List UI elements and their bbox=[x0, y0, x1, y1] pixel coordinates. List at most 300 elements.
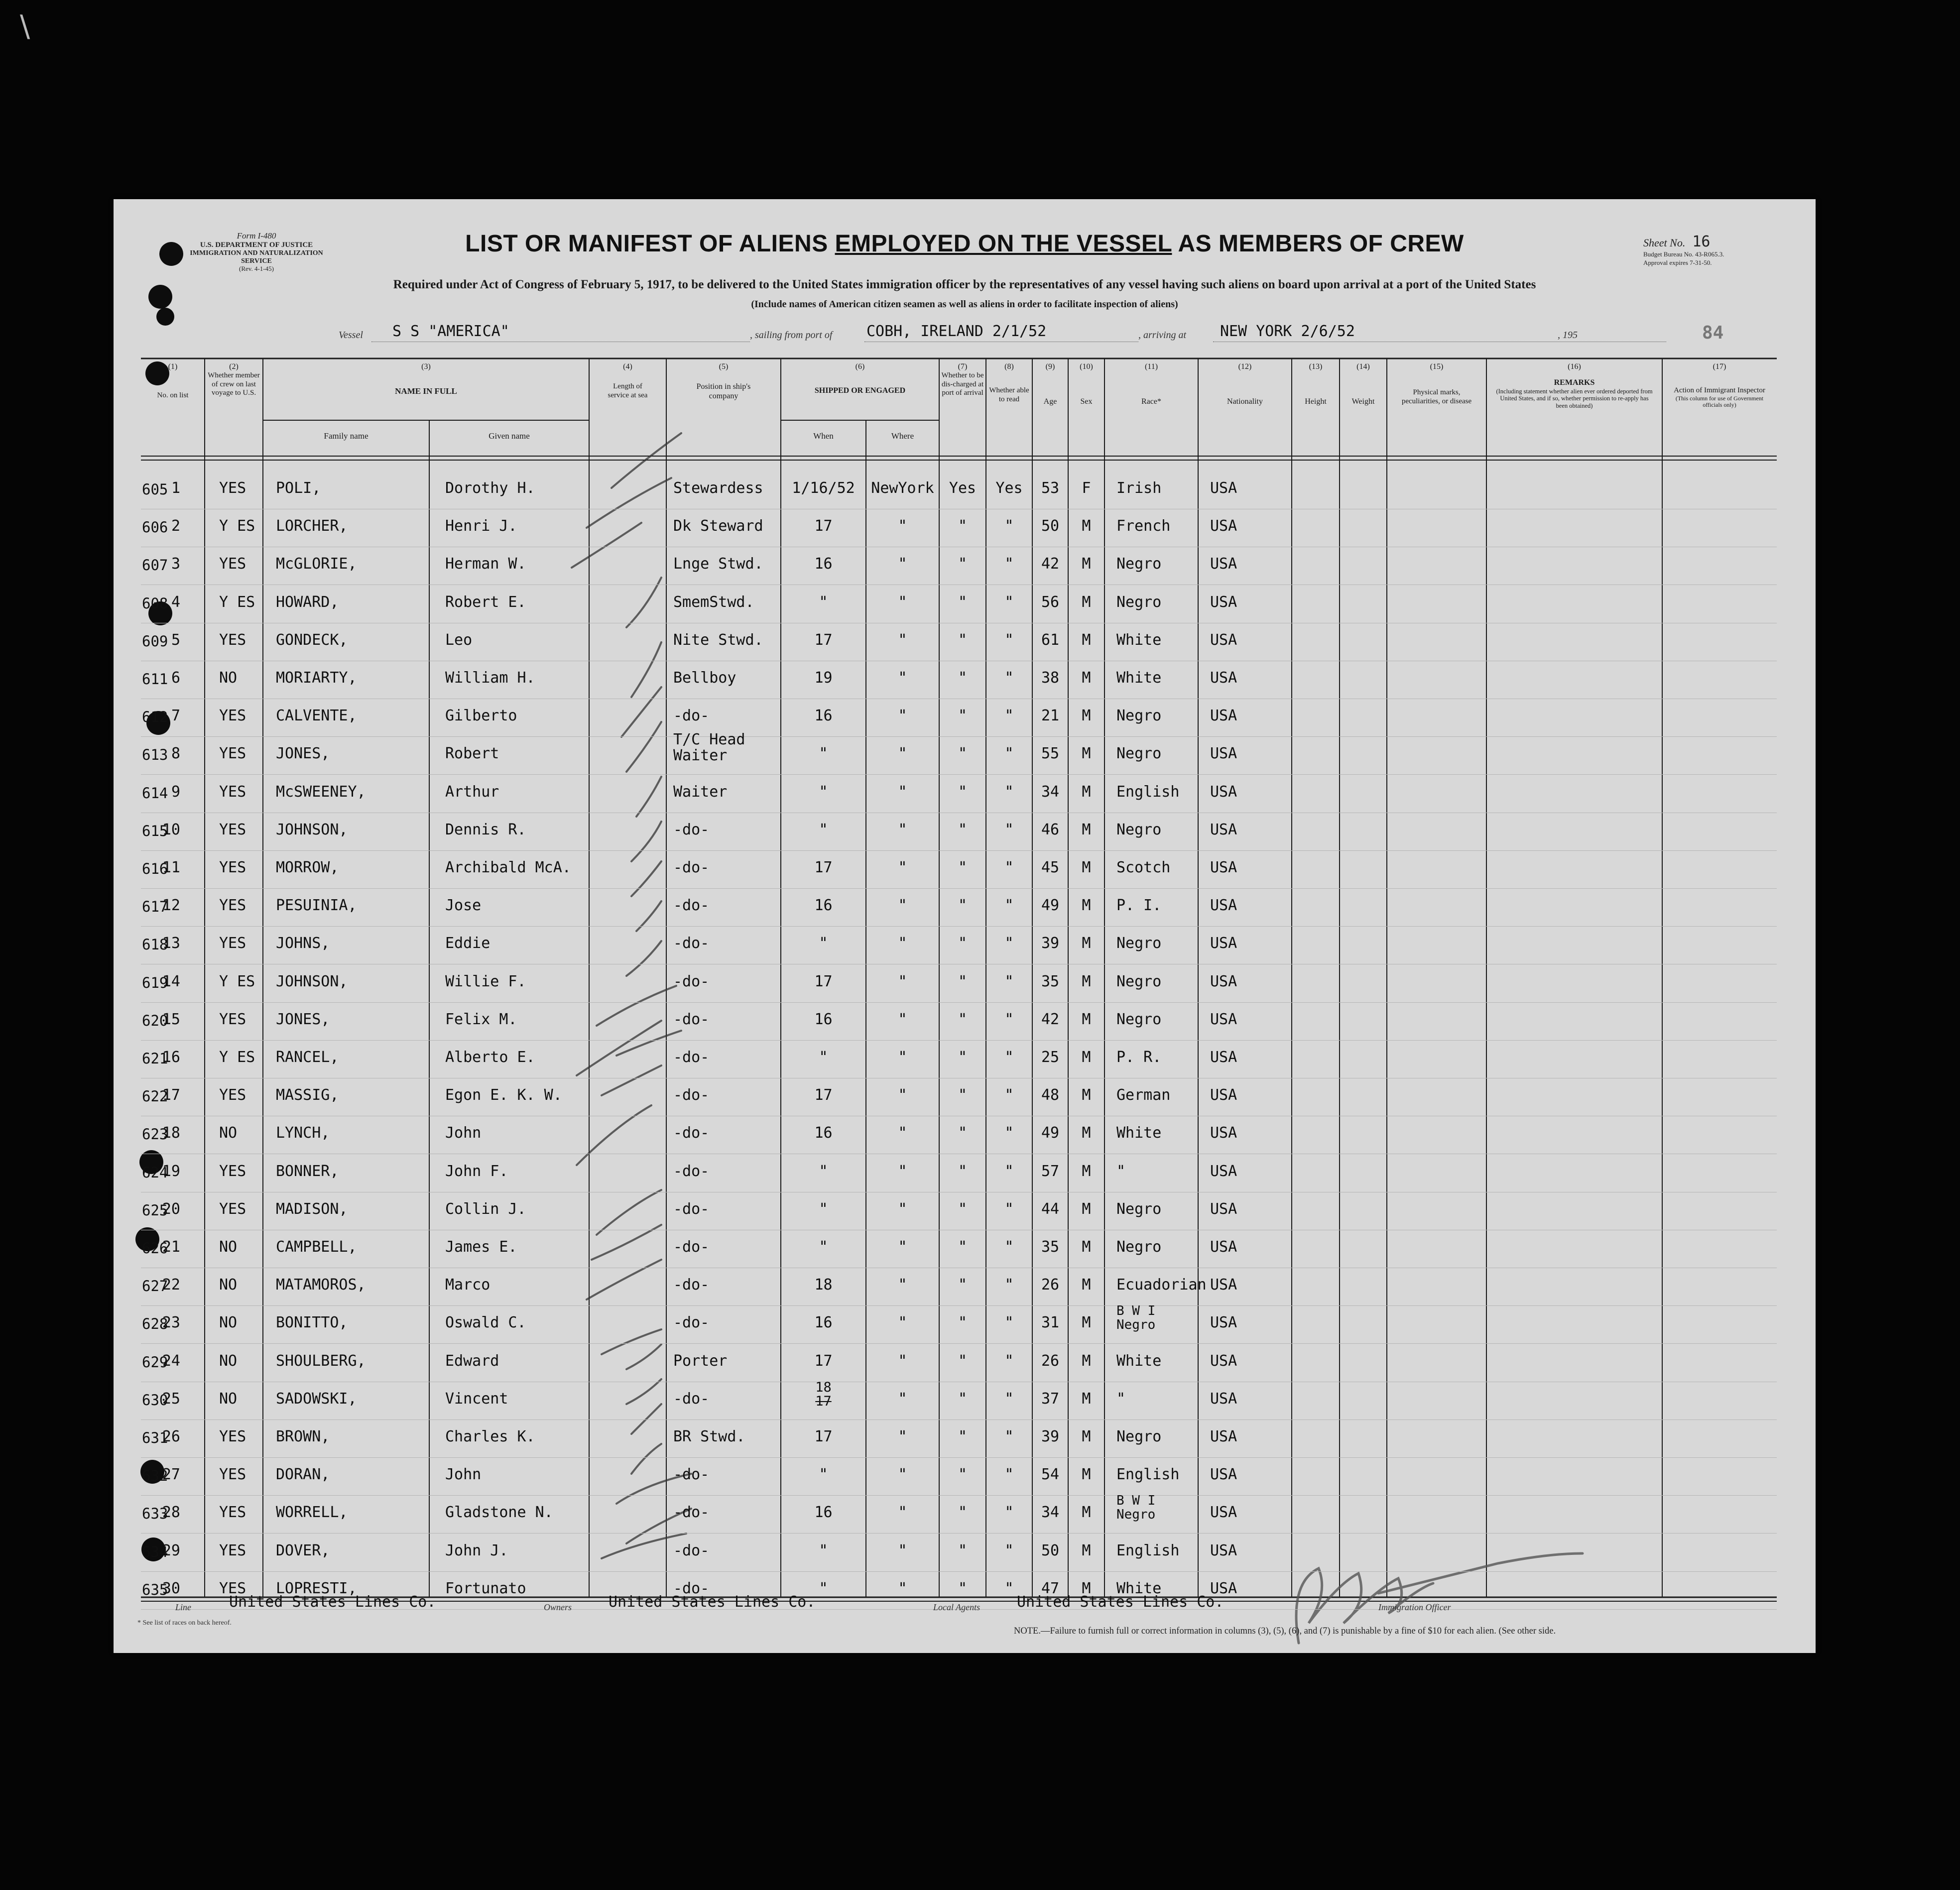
cell-shipped-when: 17 bbox=[814, 972, 833, 990]
cell-sex: M bbox=[1082, 631, 1091, 649]
header-col-17-note: (This column for use of Government officials only) bbox=[1675, 394, 1764, 409]
footer-agents-value: United States Lines Co. bbox=[1017, 1593, 1224, 1611]
cell-family-name: POLI, bbox=[276, 479, 321, 497]
cell-position: -do- bbox=[673, 1010, 710, 1028]
header-col-16-note: (Including statement whether alien ever ordered deported from United States, and if so, whether permission to re-apply has been obtained) bbox=[1496, 387, 1653, 409]
cell-shipped-when: 16 bbox=[814, 1010, 833, 1028]
crew-manifest-sheet bbox=[114, 199, 1816, 1653]
year-label: , 195 bbox=[1558, 330, 1578, 341]
cell-race: Negro bbox=[1116, 1238, 1162, 1256]
cell-given-name: Leo bbox=[445, 631, 473, 649]
cell-age: 49 bbox=[1041, 897, 1060, 915]
cell-able-to-read: " bbox=[1004, 1390, 1014, 1408]
vessel-label: Vessel bbox=[339, 330, 363, 341]
cell-age: 57 bbox=[1041, 1162, 1060, 1180]
cell-discharged: " bbox=[958, 1428, 968, 1445]
cell-row-number: 24 bbox=[162, 1352, 180, 1370]
service-name: IMMIGRATION AND NATURALIZATION SERVICE bbox=[190, 249, 323, 265]
cell-able-to-read: " bbox=[1004, 1314, 1014, 1332]
cell-row-number: 12 bbox=[162, 897, 180, 915]
cell-sex: M bbox=[1082, 745, 1091, 763]
cell-race: Negro bbox=[1116, 1200, 1162, 1218]
cell-age: 26 bbox=[1041, 1276, 1060, 1294]
cell-nationality: USA bbox=[1210, 1314, 1237, 1332]
cell-race: English bbox=[1116, 783, 1180, 801]
cell-shipped-when: " bbox=[819, 783, 828, 801]
manifest-ref-number: 628 bbox=[142, 1315, 168, 1333]
row-rule bbox=[141, 888, 1777, 889]
cell-discharged: " bbox=[958, 1352, 968, 1370]
cell-sex: M bbox=[1082, 1124, 1091, 1142]
cell-sex: M bbox=[1082, 1352, 1091, 1370]
cell-row-number: 11 bbox=[162, 859, 180, 876]
cell-position: T/C Head bbox=[673, 731, 745, 749]
cell-family-name: JOHNSON, bbox=[276, 972, 348, 990]
cell-row-number: 23 bbox=[162, 1314, 180, 1332]
cell-able-to-read: " bbox=[1004, 1010, 1014, 1028]
cell-position: -do- bbox=[673, 707, 710, 725]
cell-nationality: USA bbox=[1210, 1276, 1237, 1294]
cell-able-to-read: " bbox=[1004, 935, 1014, 952]
cell-family-name: MORIARTY, bbox=[276, 669, 357, 687]
cell-shipped-where: " bbox=[898, 1390, 907, 1408]
cell-given-name: Charles K. bbox=[445, 1428, 535, 1445]
cell-row-number: 17 bbox=[162, 1086, 180, 1104]
row-rule bbox=[141, 1495, 1777, 1496]
cell-position: -do- bbox=[673, 1162, 710, 1180]
cell-family-name: SADOWSKI, bbox=[276, 1390, 357, 1408]
cell-nationality: USA bbox=[1210, 707, 1237, 725]
cell-nationality: USA bbox=[1210, 669, 1237, 687]
form-number: Form I-480 bbox=[237, 231, 276, 240]
cell-shipped-where: " bbox=[898, 1238, 907, 1256]
footer-line-value: United States Lines Co. bbox=[229, 1593, 436, 1611]
cell-crew-last-voyage: YES bbox=[219, 1579, 246, 1597]
cell-nationality: USA bbox=[1210, 1162, 1237, 1180]
cell-able-to-read: " bbox=[1004, 745, 1014, 763]
cell-shipped-where: " bbox=[898, 555, 907, 573]
manifest-ref-number: 618 bbox=[142, 936, 168, 953]
row-rule bbox=[141, 1305, 1777, 1306]
cell-discharged: Yes bbox=[949, 479, 977, 497]
row-rule bbox=[141, 736, 1777, 737]
cell-discharged: " bbox=[958, 859, 968, 876]
manifest-ref-number: 634 bbox=[142, 1543, 168, 1560]
cell-shipped-where: " bbox=[898, 1579, 907, 1597]
header-col-7-label: Whether to be dis-charged at port of arrival bbox=[941, 371, 984, 397]
cell-race: Irish bbox=[1116, 479, 1162, 497]
cell-shipped-when: " bbox=[819, 1579, 828, 1597]
cell-crew-last-voyage: Y ES bbox=[219, 972, 255, 990]
cell-nationality: USA bbox=[1210, 593, 1237, 611]
cell-position: Bellboy bbox=[673, 669, 736, 687]
cell-crew-last-voyage: YES bbox=[219, 707, 246, 725]
cell-shipped-where: " bbox=[898, 897, 907, 915]
footer-line-label: Line bbox=[175, 1602, 192, 1612]
cell-row-number: 3 bbox=[171, 555, 180, 573]
cell-discharged: " bbox=[958, 1276, 968, 1294]
row-rule bbox=[141, 1040, 1777, 1041]
header-col-1 bbox=[141, 362, 205, 400]
cell-able-to-read: " bbox=[1004, 859, 1014, 876]
cell-shipped-where: " bbox=[898, 1428, 907, 1445]
manifest-ref-number: 632 bbox=[142, 1467, 168, 1485]
cell-age: 45 bbox=[1041, 859, 1060, 876]
cell-given-name: Dorothy H. bbox=[445, 479, 535, 497]
header-col-2-number: (2) bbox=[229, 362, 239, 371]
cell-nationality: USA bbox=[1210, 555, 1237, 573]
header-col-16-number: (16) bbox=[1568, 362, 1581, 371]
cell-able-to-read: " bbox=[1004, 669, 1014, 687]
cell-row-number: 30 bbox=[162, 1579, 180, 1597]
header-col-5-number: (5) bbox=[719, 362, 729, 371]
cell-race: White bbox=[1116, 669, 1162, 687]
cell-discharged: " bbox=[958, 669, 968, 687]
cell-age: 31 bbox=[1041, 1314, 1060, 1332]
cell-given-name: John J. bbox=[445, 1541, 508, 1559]
cell-given-name: Robert bbox=[445, 745, 499, 763]
cell-shipped-when: 17 bbox=[814, 517, 833, 535]
cell-discharged: " bbox=[958, 1200, 968, 1218]
arriving-label: , arriving at bbox=[1138, 330, 1187, 341]
cell-crew-last-voyage: YES bbox=[219, 897, 246, 915]
header-col-13-label: Height bbox=[1305, 397, 1327, 406]
cell-given-name: Herman W. bbox=[445, 555, 526, 573]
department-name: U.S. DEPARTMENT OF JUSTICE bbox=[200, 240, 313, 249]
cell-row-number: 14 bbox=[162, 972, 180, 990]
manifest-ref-number: 608 bbox=[142, 594, 168, 612]
cell-position: Dk Steward bbox=[673, 517, 763, 535]
cell-crew-last-voyage: Y ES bbox=[219, 517, 255, 535]
cell-position-line-2: Waiter bbox=[673, 747, 728, 765]
cell-sex: M bbox=[1082, 1049, 1091, 1066]
cell-able-to-read: " bbox=[1004, 631, 1014, 649]
manifest-ref-number: 627 bbox=[142, 1278, 168, 1295]
cell-crew-last-voyage: NO bbox=[219, 1238, 238, 1256]
cell-crew-last-voyage: YES bbox=[219, 631, 246, 649]
cell-age: 34 bbox=[1041, 1504, 1060, 1522]
cell-race: French bbox=[1116, 517, 1171, 535]
cell-family-name: JONES, bbox=[276, 1010, 330, 1028]
cell-sex: M bbox=[1082, 517, 1091, 535]
cell-family-name: RANCEL, bbox=[276, 1049, 339, 1066]
cell-nationality: USA bbox=[1210, 1124, 1237, 1142]
cell-nationality: USA bbox=[1210, 631, 1237, 649]
cell-family-name: DORAN, bbox=[276, 1466, 330, 1484]
cell-discharged: " bbox=[958, 1086, 968, 1104]
cell-race: English bbox=[1116, 1466, 1180, 1484]
cell-sex: M bbox=[1082, 1162, 1091, 1180]
cell-crew-last-voyage: NO bbox=[219, 1352, 238, 1370]
cell-discharged: " bbox=[958, 935, 968, 952]
cell-shipped-where: " bbox=[898, 745, 907, 763]
cell-race: B W I bbox=[1116, 1303, 1156, 1319]
cell-family-name: CAMPBELL, bbox=[276, 1238, 357, 1256]
header-col-9-label: Age bbox=[1043, 397, 1057, 406]
cell-age: 42 bbox=[1041, 1010, 1060, 1028]
cell-age: 47 bbox=[1041, 1579, 1060, 1597]
cell-race: English bbox=[1116, 1541, 1180, 1559]
header-col-10 bbox=[1068, 362, 1104, 407]
cell-discharged: " bbox=[958, 1504, 968, 1522]
cell-given-name: Collin J. bbox=[445, 1200, 526, 1218]
cell-age: 54 bbox=[1041, 1466, 1060, 1484]
manifest-ref-number: 620 bbox=[142, 1012, 168, 1029]
cell-discharged: " bbox=[958, 1010, 968, 1028]
cell-shipped-where: " bbox=[898, 1504, 907, 1522]
row-rule bbox=[141, 774, 1777, 775]
header-col-12 bbox=[1198, 362, 1292, 407]
cell-shipped-where: " bbox=[898, 707, 907, 725]
cell-able-to-read: " bbox=[1004, 1238, 1014, 1256]
cell-family-name: BONITTO, bbox=[276, 1314, 348, 1332]
cell-given-name: William H. bbox=[445, 669, 535, 687]
cell-able-to-read: " bbox=[1004, 1428, 1014, 1445]
cell-position: -do- bbox=[673, 1276, 710, 1294]
cell-given-name: Marco bbox=[445, 1276, 490, 1294]
header-col-5-label: Position in ship's company bbox=[696, 382, 751, 400]
header-col-17-label: Action of Immigrant Inspector bbox=[1674, 386, 1765, 395]
cell-position: BR Stwd. bbox=[673, 1428, 745, 1445]
cell-crew-last-voyage: NO bbox=[219, 1314, 238, 1332]
document-subtitle: Required under Act of Congress of February 5, 1917, to be delivered to the United States immigration officer by the representatives of any vessel having such aliens on board upon arrival at a port of the United States bbox=[393, 278, 1536, 291]
cell-nationality: USA bbox=[1210, 1579, 1237, 1597]
header-given-name: Given name bbox=[489, 431, 530, 441]
row-rule bbox=[141, 1457, 1777, 1458]
cell-discharged: " bbox=[958, 1049, 968, 1066]
cell-row-number: 1 bbox=[171, 479, 180, 497]
arriving-port: NEW YORK 2/6/52 bbox=[1220, 323, 1355, 340]
cell-race: White bbox=[1116, 1579, 1162, 1597]
cell-position: -do- bbox=[673, 1314, 710, 1332]
cell-nationality: USA bbox=[1210, 1541, 1237, 1559]
cell-family-name: DOVER, bbox=[276, 1541, 330, 1559]
cell-position: -do- bbox=[673, 821, 710, 838]
cell-shipped-when: 16 bbox=[814, 897, 833, 915]
cell-given-name: James E. bbox=[445, 1238, 517, 1256]
header-col-4-label: Length of service at sea bbox=[608, 382, 648, 399]
cell-family-name: LORCHER, bbox=[276, 517, 348, 535]
cell-position: -do- bbox=[673, 1390, 710, 1408]
cell-able-to-read: Yes bbox=[995, 479, 1023, 497]
header-col-12-label: Nationality bbox=[1227, 397, 1263, 406]
cell-given-name: Gladstone N. bbox=[445, 1504, 553, 1522]
cell-position: -do- bbox=[673, 1466, 710, 1484]
cell-able-to-read: " bbox=[1004, 1086, 1014, 1104]
cell-age: 50 bbox=[1041, 517, 1060, 535]
cell-discharged: " bbox=[958, 1390, 968, 1408]
header-col-15-label: Physical marks, peculiarities, or disease bbox=[1401, 388, 1472, 405]
footer-owners-label: Owners bbox=[544, 1602, 572, 1612]
cell-given-name: Vincent bbox=[445, 1390, 508, 1408]
cell-shipped-when: 17 bbox=[814, 1086, 833, 1104]
header-col-14-label: Weight bbox=[1351, 397, 1375, 406]
cell-age: 50 bbox=[1041, 1541, 1060, 1559]
cell-able-to-read: " bbox=[1004, 593, 1014, 611]
cell-row-number: 10 bbox=[162, 821, 180, 838]
cell-position: -do- bbox=[673, 1124, 710, 1142]
cell-shipped-when: 16 bbox=[814, 1504, 833, 1522]
cell-shipped-when: 16 bbox=[814, 1124, 833, 1142]
header-col-6-number: (6) bbox=[855, 362, 865, 371]
cell-able-to-read: " bbox=[1004, 517, 1014, 535]
cell-crew-last-voyage: YES bbox=[219, 1162, 246, 1180]
cell-shipped-where: " bbox=[898, 1352, 907, 1370]
cell-shipped-when: 17 bbox=[814, 631, 833, 649]
cell-given-name: Gilberto bbox=[445, 707, 517, 725]
header-col-11-number: (11) bbox=[1144, 362, 1158, 371]
cell-shipped-where: " bbox=[898, 972, 907, 990]
manifest-ref-number: 615 bbox=[142, 822, 168, 839]
manifest-ref-number: 622 bbox=[142, 1088, 168, 1105]
header-col-10-label: Sex bbox=[1080, 397, 1093, 406]
header-col-11 bbox=[1104, 362, 1198, 407]
cell-position: -do- bbox=[673, 859, 710, 876]
cell-given-name: Willie F. bbox=[445, 972, 526, 990]
cell-row-number: 13 bbox=[162, 935, 180, 952]
cell-shipped-when-line-2: 17 bbox=[815, 1393, 832, 1409]
cell-given-name: John F. bbox=[445, 1162, 508, 1180]
cell-crew-last-voyage: YES bbox=[219, 935, 246, 952]
cell-sex: M bbox=[1082, 555, 1091, 573]
cell-discharged: " bbox=[958, 745, 968, 763]
cell-position: Porter bbox=[673, 1352, 728, 1370]
cell-family-name: JOHNSON, bbox=[276, 821, 348, 838]
cell-age: 56 bbox=[1041, 593, 1060, 611]
cell-row-number: 29 bbox=[162, 1541, 180, 1559]
header-col-10-number: (10) bbox=[1080, 362, 1093, 371]
header-col-8-label: Whether able to read bbox=[989, 386, 1029, 403]
cell-discharged: " bbox=[958, 707, 968, 725]
cell-crew-last-voyage: YES bbox=[219, 1200, 246, 1218]
vessel-name: S S "AMERICA" bbox=[392, 323, 509, 340]
form-revision: (Rev. 4-1-45) bbox=[239, 264, 274, 272]
cell-given-name: Jose bbox=[445, 897, 482, 915]
cell-family-name: MORROW, bbox=[276, 859, 339, 876]
footer-owners-value: United States Lines Co. bbox=[609, 1593, 816, 1611]
cell-shipped-when: " bbox=[819, 1162, 828, 1180]
cell-able-to-read: " bbox=[1004, 783, 1014, 801]
cell-able-to-read: " bbox=[1004, 972, 1014, 990]
cell-able-to-read: " bbox=[1004, 555, 1014, 573]
cell-nationality: USA bbox=[1210, 972, 1237, 990]
penalty-note: NOTE.—Failure to furnish full or correct information in columns (3), (5), (6), and (7) is punishable by a fine of $10 for each alien. (See other side. bbox=[1014, 1626, 1556, 1636]
cell-sex: M bbox=[1082, 1276, 1091, 1294]
cell-family-name: PESUINIA, bbox=[276, 897, 357, 915]
cell-discharged: " bbox=[958, 517, 968, 535]
cell-shipped-where: " bbox=[898, 1049, 907, 1066]
cell-able-to-read: " bbox=[1004, 1276, 1014, 1294]
cell-shipped-where: " bbox=[898, 1124, 907, 1142]
cell-age: 46 bbox=[1041, 821, 1060, 838]
cell-sex: M bbox=[1082, 1504, 1091, 1522]
row-rule bbox=[141, 1343, 1777, 1344]
cell-given-name: Archibald McA. bbox=[445, 859, 571, 876]
cell-discharged: " bbox=[958, 1314, 968, 1332]
cell-shipped-where: NewYork bbox=[871, 479, 934, 497]
cell-row-number: 22 bbox=[162, 1276, 180, 1294]
row-rule bbox=[141, 926, 1777, 927]
cell-shipped-when: " bbox=[819, 1200, 828, 1218]
cell-age: 49 bbox=[1041, 1124, 1060, 1142]
cell-able-to-read: " bbox=[1004, 1504, 1014, 1522]
header-col-3 bbox=[263, 362, 589, 396]
manifest-ref-number: 617 bbox=[142, 898, 168, 916]
manifest-ref-number: 631 bbox=[142, 1429, 168, 1446]
cell-race: " bbox=[1116, 1162, 1126, 1180]
title-start: LIST OR MANIFEST OF ALIENS bbox=[465, 231, 835, 257]
cell-crew-last-voyage: Y ES bbox=[219, 1049, 255, 1066]
cell-crew-last-voyage: NO bbox=[219, 1390, 238, 1408]
cell-shipped-when: " bbox=[819, 593, 828, 611]
cell-row-number: 4 bbox=[171, 593, 180, 611]
cell-race: P. R. bbox=[1116, 1049, 1162, 1066]
cell-discharged: " bbox=[958, 1579, 968, 1597]
cell-given-name: Henri J. bbox=[445, 517, 517, 535]
header-col-8 bbox=[986, 362, 1032, 404]
cell-crew-last-voyage: YES bbox=[219, 1428, 246, 1445]
manifest-ref-number: 612 bbox=[142, 709, 168, 726]
cell-shipped-when: 17 bbox=[814, 859, 833, 876]
cell-given-name: Felix M. bbox=[445, 1010, 517, 1028]
cell-crew-last-voyage: NO bbox=[219, 1124, 238, 1142]
cell-crew-last-voyage: YES bbox=[219, 1541, 246, 1559]
document-subnote: (Include names of American citizen seamen as well as aliens in order to facilitate inspection of aliens) bbox=[751, 299, 1178, 310]
cell-shipped-when: 19 bbox=[814, 669, 833, 687]
header-col-9-number: (9) bbox=[1045, 362, 1055, 371]
cell-given-name: Robert E. bbox=[445, 593, 526, 611]
cell-age: 55 bbox=[1041, 745, 1060, 763]
cell-shipped-when: 16 bbox=[814, 707, 833, 725]
cell-row-number: 2 bbox=[171, 517, 180, 535]
cell-shipped-when: 1/16/52 bbox=[792, 479, 855, 497]
cell-shipped-where: " bbox=[898, 1010, 907, 1028]
header-col-2 bbox=[205, 362, 263, 397]
cell-shipped-where: " bbox=[898, 1541, 907, 1559]
cell-shipped-when: " bbox=[819, 1238, 828, 1256]
cell-crew-last-voyage: YES bbox=[219, 479, 246, 497]
manifest-ref-number: 613 bbox=[142, 746, 168, 764]
cell-shipped-where: " bbox=[898, 593, 907, 611]
cell-shipped-when: 17 bbox=[814, 1428, 833, 1445]
header-col-1-number: (1) bbox=[168, 362, 178, 371]
cell-race-line-2: Negro bbox=[1116, 1507, 1156, 1523]
cell-family-name: JONES, bbox=[276, 745, 330, 763]
cell-position: Stewardess bbox=[673, 479, 763, 497]
cell-row-number: 26 bbox=[162, 1428, 180, 1445]
cell-age: 37 bbox=[1041, 1390, 1060, 1408]
cell-able-to-read: " bbox=[1004, 1049, 1014, 1066]
cell-able-to-read: " bbox=[1004, 1352, 1014, 1370]
cell-race: White bbox=[1116, 631, 1162, 649]
cell-family-name: McGLORIE, bbox=[276, 555, 357, 573]
cell-nationality: USA bbox=[1210, 1238, 1237, 1256]
cell-shipped-where: " bbox=[898, 935, 907, 952]
manifest-ref-number: 629 bbox=[142, 1353, 168, 1371]
cell-crew-last-voyage: Y ES bbox=[219, 593, 255, 611]
cell-shipped-where: " bbox=[898, 669, 907, 687]
cell-sex: M bbox=[1082, 669, 1091, 687]
cell-able-to-read: " bbox=[1004, 1200, 1014, 1218]
header-col-12-number: (12) bbox=[1238, 362, 1252, 371]
manifest-ref-number: 624 bbox=[142, 1164, 168, 1181]
cell-crew-last-voyage: YES bbox=[219, 821, 246, 838]
cell-discharged: " bbox=[958, 972, 968, 990]
cell-nationality: USA bbox=[1210, 1200, 1237, 1218]
cell-discharged: " bbox=[958, 1466, 968, 1484]
cell-nationality: USA bbox=[1210, 1010, 1237, 1028]
cell-shipped-when: " bbox=[819, 935, 828, 952]
